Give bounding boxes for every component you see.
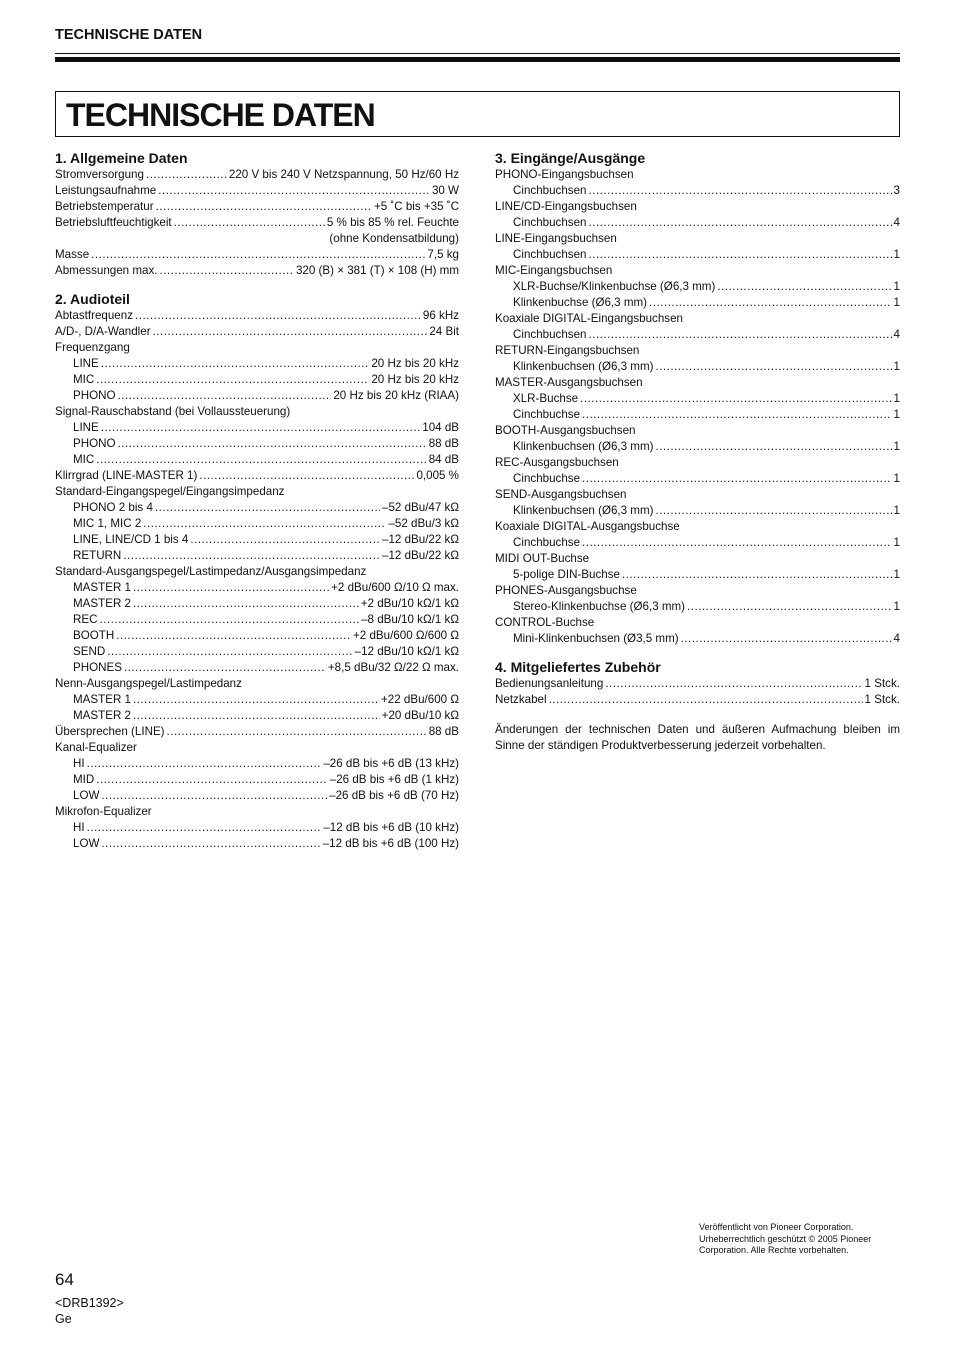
- leader-dots: [588, 247, 891, 263]
- leader-dots: [123, 548, 380, 564]
- spec-label: LINE: [73, 421, 99, 434]
- spec-row: [55, 596, 459, 612]
- spec-row: [55, 436, 459, 452]
- spec-row: [495, 567, 900, 583]
- spec-row: [495, 247, 900, 263]
- spec-row: [55, 167, 459, 183]
- spec-row: [55, 420, 459, 436]
- spec-group-heading: Standard-Ausgangspegel/Lastimpedanz/Ausgangsimpedanz: [55, 565, 367, 578]
- spec-value: 1: [893, 360, 900, 373]
- spec-label: Stereo-Klinkenbuchse (Ø6,3 mm): [513, 600, 686, 613]
- spec-group-heading: Standard-Eingangspegel/Eingangsimpedanz: [55, 485, 285, 498]
- spec-label: MID: [73, 773, 95, 786]
- spec-label: PHONO: [73, 389, 116, 402]
- spec-group-heading: PHONES-Ausgangsbuchse: [495, 584, 637, 597]
- spec-label: Cinchbuchsen: [513, 248, 587, 261]
- spec-row: [55, 836, 459, 852]
- leader-dots: [118, 388, 332, 404]
- spec-row: [55, 532, 459, 548]
- spec-label: Mini-Klinkenbuchsen (Ø3,5 mm): [513, 632, 679, 645]
- spec-value: 1: [893, 392, 900, 405]
- leader-dots: [199, 468, 414, 484]
- leader-dots: [87, 820, 322, 836]
- spec-row: [55, 308, 459, 324]
- spec-group-heading: MIDI OUT-Buchse: [495, 552, 590, 565]
- spec-value: 320 (B) × 381 (T) × 108 (H) mm: [295, 264, 459, 277]
- spec-value: 0,005 %: [416, 469, 459, 482]
- leader-dots: [87, 756, 322, 772]
- spec-label: Cinchbuchsen: [513, 184, 587, 197]
- spec-label: Betriebsluftfeuchtigkeit: [55, 216, 172, 229]
- leader-dots: [155, 500, 380, 516]
- leader-dots: [158, 183, 430, 199]
- spec-label: Cinchbuchse: [513, 536, 581, 549]
- leader-dots: [159, 263, 294, 279]
- leader-dots: [99, 612, 359, 628]
- leader-dots: [655, 359, 891, 375]
- spec-group-heading: REC-Ausgangsbuchsen: [495, 456, 619, 469]
- spec-value: 4: [893, 328, 900, 341]
- spec-label: RETURN: [73, 549, 122, 562]
- spec-label: Leistungsaufnahme: [55, 184, 157, 197]
- leader-dots: [582, 471, 892, 487]
- spec-value: +2 dBu/10 kΩ/1 kΩ: [360, 597, 459, 610]
- spec-value: –12 dB bis +6 dB (100 Hz): [322, 837, 459, 850]
- spec-section: [55, 150, 459, 279]
- publisher-info: [699, 1222, 909, 1257]
- leader-dots: [717, 279, 891, 295]
- leader-dots: [96, 452, 426, 468]
- spec-group-heading: BOOTH-Ausgangsbuchsen: [495, 424, 636, 437]
- spec-label: Betriebstemperatur: [55, 200, 154, 213]
- leader-dots: [101, 356, 370, 372]
- spec-row: [495, 439, 900, 455]
- spec-row: [495, 471, 900, 487]
- spec-row: [55, 708, 459, 724]
- spec-label: LINE, LINE/CD 1 bis 4: [73, 533, 189, 546]
- spec-label: LINE: [73, 357, 99, 370]
- spec-value: –12 dBu/22 kΩ: [382, 533, 459, 546]
- spec-label: HI: [73, 821, 85, 834]
- spec-row: [495, 599, 900, 615]
- spec-label: Cinchbuchse: [513, 472, 581, 485]
- spec-label: LOW: [73, 789, 100, 802]
- spec-row: [55, 247, 459, 263]
- spec-value: –12 dB bis +6 dB (10 kHz): [323, 821, 459, 834]
- spec-value: 5 % bis 85 % rel. Feuchte: [326, 216, 459, 229]
- spec-row: [495, 279, 900, 295]
- spec-label: Klinkenbuchsen (Ø6,3 mm): [513, 504, 654, 517]
- spec-label: XLR-Buchse/Klinkenbuchse (Ø6,3 mm): [513, 280, 716, 293]
- leader-dots: [588, 327, 891, 343]
- spec-row: [495, 359, 900, 375]
- spec-value: 1: [893, 408, 900, 421]
- spec-row: [495, 503, 900, 519]
- spec-group-heading: Signal-Rauschabstand (bei Vollaussteuerung): [55, 405, 291, 418]
- spec-value: –8 dBu/10 kΩ/1 kΩ: [361, 613, 459, 626]
- leader-dots: [107, 644, 352, 660]
- spec-group-heading: CONTROL-Buchse: [495, 616, 595, 629]
- leader-dots: [143, 516, 386, 532]
- spec-row: [495, 692, 900, 708]
- section-title: 2. Audioteil: [55, 291, 130, 307]
- spec-row: [55, 548, 459, 564]
- spec-label: MIC: [73, 453, 95, 466]
- spec-value: 1: [893, 600, 900, 613]
- leader-dots: [133, 580, 329, 596]
- leader-dots: [687, 599, 892, 615]
- spec-label: Klinkenbuchse (Ø6,3 mm): [513, 296, 648, 309]
- spec-label: Übersprechen (LINE): [55, 725, 165, 738]
- spec-value: 20 Hz bis 20 kHz (RIAA): [333, 389, 459, 402]
- spec-group-heading: MASTER-Ausgangsbuchsen: [495, 376, 643, 389]
- spec-label: Klinkenbuchsen (Ø6,3 mm): [513, 360, 654, 373]
- spec-group-heading: RETURN-Eingangsbuchsen: [495, 344, 640, 357]
- language-code: Ge: [55, 1312, 72, 1326]
- spec-label: PHONES: [73, 661, 122, 674]
- leader-dots: [167, 724, 427, 740]
- spec-row: [55, 199, 459, 215]
- leader-dots: [118, 436, 427, 452]
- spec-value: 1: [893, 280, 900, 293]
- spec-label: Netzkabel: [495, 693, 547, 706]
- leader-dots: [135, 308, 421, 324]
- spec-row: [55, 356, 459, 372]
- spec-value: 1: [893, 248, 900, 261]
- leader-dots: [681, 631, 892, 647]
- spec-label: HI: [73, 757, 85, 770]
- spec-row: [55, 660, 459, 676]
- spec-value: 7,5 kg: [427, 248, 459, 261]
- leader-dots: [655, 439, 891, 455]
- spec-group-heading: Frequenzgang: [55, 341, 130, 354]
- spec-row: [55, 692, 459, 708]
- spec-value: 3: [893, 184, 900, 197]
- spec-value: 1: [893, 440, 900, 453]
- spec-label: Cinchbuchsen: [513, 216, 587, 229]
- spec-value: 4: [893, 216, 900, 229]
- spec-row-note: [55, 231, 459, 247]
- leader-dots: [649, 295, 892, 311]
- spec-label: LOW: [73, 837, 100, 850]
- publisher-line: Veröffentlicht von Pioneer Corporation.: [699, 1222, 854, 1232]
- spec-value: –12 dBu/10 kΩ/1 kΩ: [354, 645, 459, 658]
- spec-value: 1: [893, 296, 900, 309]
- section-title: 4. Mitgeliefertes Zubehör: [495, 659, 661, 675]
- leader-dots: [133, 596, 359, 612]
- spec-value: –26 dB bis +6 dB (1 kHz): [329, 773, 459, 786]
- spec-row: [55, 388, 459, 404]
- spec-row: [55, 263, 459, 279]
- spec-value: +8,5 dBu/32 Ω/22 Ω max.: [327, 661, 459, 674]
- section-title: 3. Eingänge/Ausgänge: [495, 150, 646, 166]
- doc-code: <DRB1392>: [55, 1296, 124, 1310]
- page-title: TECHNISCHE DATEN: [66, 97, 375, 133]
- leader-dots: [588, 183, 891, 199]
- spec-row: [495, 215, 900, 231]
- leader-dots: [153, 324, 428, 340]
- spec-row: [55, 756, 459, 772]
- spec-value: 24 Bit: [429, 325, 459, 338]
- spec-value: 84 dB: [428, 453, 459, 466]
- spec-value: 104 dB: [422, 421, 459, 434]
- spec-value: 30 W: [431, 184, 459, 197]
- spec-group-heading: LINE/CD-Eingangsbuchsen: [495, 200, 637, 213]
- leader-dots: [101, 420, 420, 436]
- spec-value: 220 V bis 240 V Netzspannung, 50 Hz/60 Hz: [228, 168, 459, 181]
- spec-label: XLR-Buchse: [513, 392, 579, 405]
- spec-note: (ohne Kondensatbildung): [329, 232, 459, 245]
- spec-label: Abtastfrequenz: [55, 309, 133, 322]
- leader-dots: [174, 215, 325, 231]
- spec-label: MASTER 1: [73, 693, 131, 706]
- spec-row: [55, 612, 459, 628]
- spec-label: MIC 1, MIC 2: [73, 517, 142, 530]
- spec-label: MIC: [73, 373, 95, 386]
- spec-value: 88 dB: [428, 725, 459, 738]
- leader-dots: [580, 391, 891, 407]
- publisher-line: Urheberrechtlich geschützt © 2005 Pioneer: [699, 1233, 872, 1244]
- leader-dots: [96, 372, 369, 388]
- spec-value: 1: [893, 472, 900, 485]
- spec-section: [495, 659, 900, 708]
- spec-value: –26 dB bis +6 dB (13 kHz): [323, 757, 459, 770]
- spec-label: SEND: [73, 645, 106, 658]
- leader-dots: [146, 167, 227, 183]
- spec-label: Cinchbuchsen: [513, 328, 587, 341]
- page-number: 64: [55, 1270, 74, 1289]
- spec-value: 1: [893, 568, 900, 581]
- spec-row: [55, 788, 459, 804]
- spec-label: MASTER 1: [73, 581, 131, 594]
- spec-label: Klinkenbuchsen (Ø6,3 mm): [513, 440, 654, 453]
- spec-row: [55, 324, 459, 340]
- spec-label: Abmessungen max.: [55, 264, 158, 277]
- running-header: TECHNISCHE DATEN: [55, 27, 203, 43]
- spec-label: A/D-, D/A-Wandler: [55, 325, 151, 338]
- spec-section: [55, 291, 459, 852]
- change-note: Änderungen der technischen Daten und äußeren Aufmachung bleiben im Sinne der ständigen Produktverbesserung jederzeit vorbehalten.: [495, 723, 900, 752]
- spec-label: Klirrgrad (LINE-MASTER 1): [55, 469, 198, 482]
- leader-dots: [582, 535, 892, 551]
- spec-value: +5 ˚C bis +35 ˚C: [373, 200, 459, 213]
- spec-row: [55, 452, 459, 468]
- spec-value: –52 dBu/47 kΩ: [382, 501, 459, 514]
- spec-group-heading: Kanal-Equalizer: [55, 741, 137, 754]
- spec-group-heading: Nenn-Ausgangspegel/Lastimpedanz: [55, 677, 242, 690]
- spec-value: 1 Stck.: [864, 677, 900, 690]
- spec-label: Cinchbuchse: [513, 408, 581, 421]
- spec-label: Stromversorgung: [55, 168, 144, 181]
- spec-label: MASTER 2: [73, 709, 131, 722]
- spec-row: [495, 295, 900, 311]
- leader-dots: [133, 708, 380, 724]
- spec-row: [495, 631, 900, 647]
- header-rule-thin: [55, 53, 900, 54]
- spec-value: 1: [893, 536, 900, 549]
- spec-value: +22 dBu/600 Ω: [381, 693, 459, 706]
- spec-label: Bedienungsanleitung: [495, 677, 604, 690]
- spec-value: +2 dBu/600 Ω/10 Ω max.: [331, 581, 459, 594]
- spec-group-heading: Koaxiale DIGITAL-Eingangsbuchsen: [495, 312, 683, 325]
- spec-row: [55, 724, 459, 740]
- spec-value: 96 kHz: [422, 309, 459, 322]
- leader-dots: [655, 503, 891, 519]
- spec-row: [495, 535, 900, 551]
- leader-dots: [101, 788, 327, 804]
- spec-value: +2 dBu/600 Ω/600 Ω: [353, 629, 459, 642]
- spec-value: +20 dBu/10 kΩ: [381, 709, 459, 722]
- spec-row: [55, 644, 459, 660]
- spec-row: [55, 580, 459, 596]
- right-column: [495, 150, 900, 754]
- header-rule-thick: [55, 57, 900, 62]
- spec-row: [495, 327, 900, 343]
- leader-dots: [156, 199, 372, 215]
- spec-label: REC: [73, 613, 98, 626]
- spec-label: BOOTH: [73, 629, 115, 642]
- spec-row: [55, 772, 459, 788]
- leader-dots: [96, 772, 328, 788]
- title-box: [55, 91, 900, 137]
- leader-dots: [101, 836, 320, 852]
- left-column: [55, 150, 459, 864]
- spec-row: [55, 183, 459, 199]
- spec-value: 4: [893, 632, 900, 645]
- leader-dots: [190, 532, 380, 548]
- spec-label: MASTER 2: [73, 597, 131, 610]
- doc-code-block: [55, 1295, 124, 1327]
- spec-row: [55, 628, 459, 644]
- spec-value: 20 Hz bis 20 kHz: [371, 373, 459, 386]
- spec-row: [495, 391, 900, 407]
- spec-row: [495, 183, 900, 199]
- leader-dots: [91, 247, 425, 263]
- spec-value: –26 dB bis +6 dB (70 Hz): [329, 789, 459, 802]
- spec-row: [495, 676, 900, 692]
- spec-row: [55, 372, 459, 388]
- leader-dots: [133, 692, 379, 708]
- spec-value: 1: [893, 504, 900, 517]
- spec-group-heading: MIC-Eingangsbuchsen: [495, 264, 613, 277]
- leader-dots: [605, 676, 862, 692]
- spec-group-heading: Mikrofon-Equalizer: [55, 805, 152, 818]
- spec-row: [55, 215, 459, 231]
- spec-value: –52 dBu/3 kΩ: [388, 517, 459, 530]
- spec-group-heading: Koaxiale DIGITAL-Ausgangsbuchse: [495, 520, 680, 533]
- spec-group-heading: SEND-Ausgangsbuchsen: [495, 488, 627, 501]
- spec-value: –12 dBu/22 kΩ: [382, 549, 459, 562]
- spec-value: 1 Stck.: [864, 693, 900, 706]
- leader-dots: [588, 215, 891, 231]
- spec-row: [55, 468, 459, 484]
- leader-dots: [622, 567, 892, 583]
- spec-section: [495, 150, 900, 647]
- spec-row: [495, 407, 900, 423]
- spec-row: [55, 500, 459, 516]
- spec-label: PHONO: [73, 437, 116, 450]
- spec-value: 20 Hz bis 20 kHz: [371, 357, 459, 370]
- spec-group-heading: PHONO-Eingangsbuchsen: [495, 168, 634, 181]
- spec-label: 5-polige DIN-Buchse: [513, 568, 620, 581]
- spec-row: [55, 820, 459, 836]
- publisher-line: Corporation. Alle Rechte vorbehalten.: [699, 1245, 849, 1255]
- section-title: 1. Allgemeine Daten: [55, 150, 188, 166]
- leader-dots: [116, 628, 351, 644]
- leader-dots: [582, 407, 892, 423]
- spec-row: [55, 516, 459, 532]
- spec-label: Masse: [55, 248, 90, 261]
- spec-group-heading: LINE-Eingangsbuchsen: [495, 232, 617, 245]
- spec-label: PHONO 2 bis 4: [73, 501, 153, 514]
- leader-dots: [124, 660, 326, 676]
- spec-value: 88 dB: [428, 437, 459, 450]
- leader-dots: [549, 692, 863, 708]
